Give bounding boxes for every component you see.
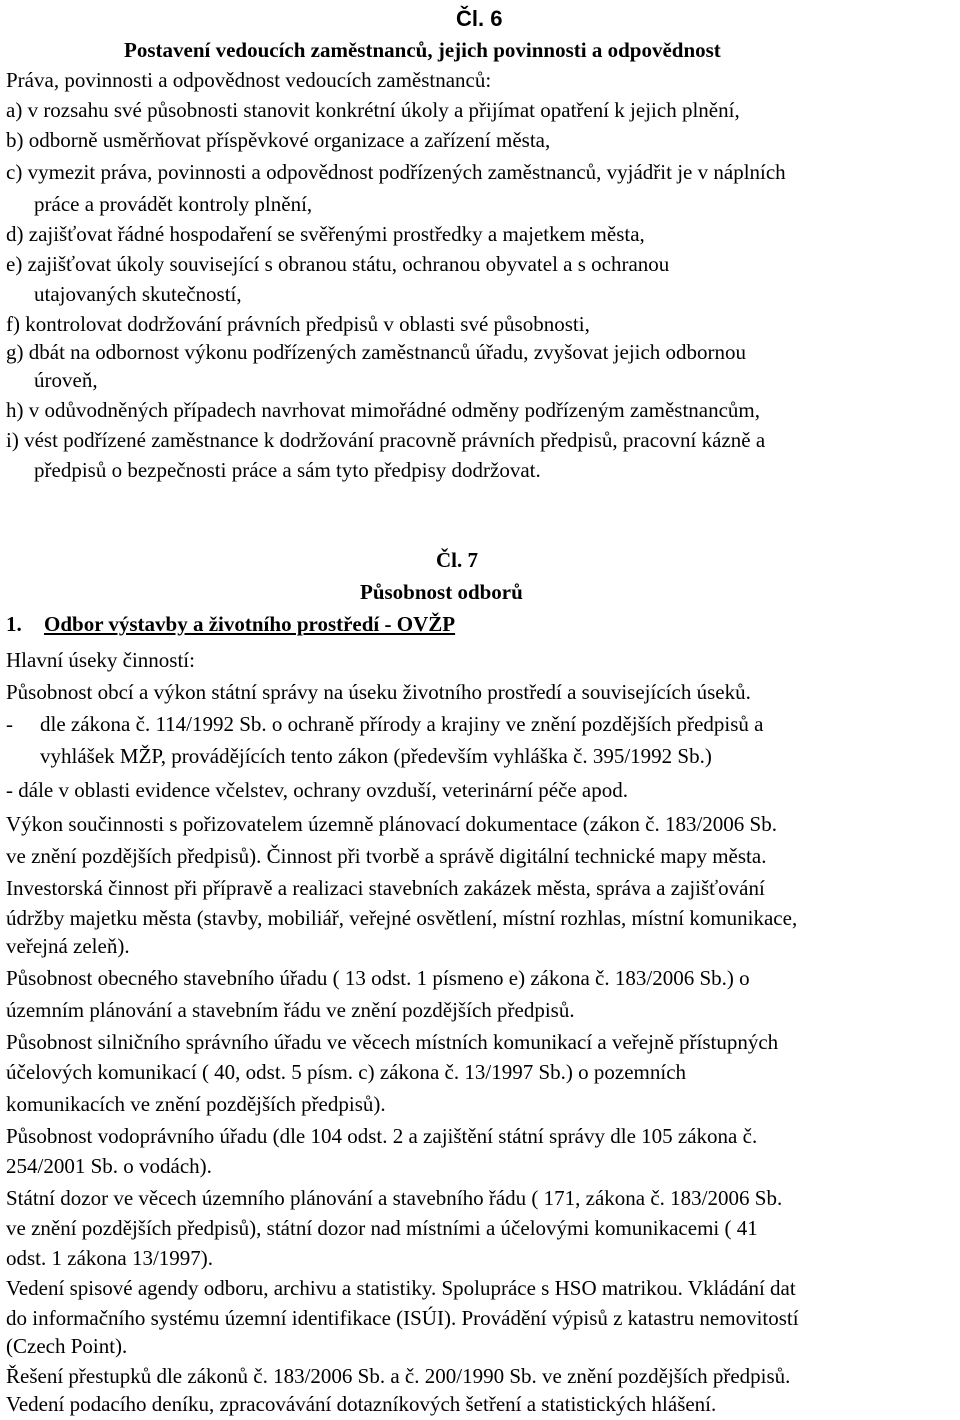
paragraph-line-18: ve znění pozdějších předpisů), státní dozor nad místními a účelovými komunikacemi ( 41	[6, 1216, 758, 1240]
paragraph-line-6: ve znění pozdějších předpisů). Činnost při tvorbě a správě digitální technické mapy města.	[6, 844, 767, 868]
paragraph-line-1: Působnost obcí a výkon státní správy na úseku životního prostředí a souvisejících úseků.	[6, 680, 751, 704]
paragraph-line-3: vyhlášek MŽP, provádějících tento zákon (především vyhláška č. 395/1992 Sb.)	[40, 744, 712, 768]
list-item-a: a) v rozsahu své působnosti stanovit konkrétní úkoly a přijímat opatření k jejich plnění,	[6, 98, 740, 122]
list-item-c: c) vymezit práva, povinnosti a odpovědnost podřízených zaměstnanců, vyjádřit je v náplních	[6, 160, 786, 184]
article-6-intro: Práva, povinnosti a odpovědnost vedoucích zaměstnanců:	[6, 68, 492, 92]
list-item-e-cont: utajovaných skutečností,	[34, 282, 242, 306]
paragraph-line-19: odst. 1 zákona 13/1997).	[6, 1246, 214, 1270]
paragraph-line-11: územním plánování a stavebním řádu ve znění pozdějších předpisů.	[6, 998, 575, 1022]
article-6-title: Postavení vedoucích zaměstnanců, jejich povinnosti a odpovědnost	[124, 38, 721, 62]
list-item-h: h) v odůvodněných případech navrhovat mimořádné odměny podřízeným zaměstnancům,	[6, 398, 761, 422]
paragraph-line-14: komunikacích ve znění pozdějších předpisů).	[6, 1092, 386, 1116]
paragraph-line-17: Státní dozor ve věcech územního plánování a stavebního řádu ( 171, zákona č. 183/2006 Sb.	[6, 1186, 783, 1210]
paragraph-line-7: Investorská činnost při přípravě a realizaci stavebních zakázek města, správa a zajišťování	[6, 876, 765, 900]
article-7-title: Působnost odborů	[360, 580, 523, 604]
paragraph-line-4: - dále v oblasti evidence včelstev, ochrany ovzduší, veterinární péče apod.	[6, 778, 628, 802]
list-item-g-cont: úroveň,	[34, 368, 98, 392]
section-title: Odbor výstavby a životního prostředí - OVŽP	[44, 612, 456, 636]
paragraph-line-5: Výkon součinnosti s pořizovatelem územně plánovací dokumentace (zákon č. 183/2006 Sb.	[6, 812, 777, 836]
paragraph-line-10: Působnost obecného stavebního úřadu ( 13 odst. 1 písmeno e) zákona č. 183/2006 Sb.) o	[6, 966, 750, 990]
list-item-b: b) odborně usměrňovat příspěvkové organizace a zařízení města,	[6, 128, 551, 152]
bullet-dash: -	[6, 712, 13, 736]
paragraph-line-15: Působnost vodoprávního úřadu (dle 104 odst. 2 a zajištění státní správy dle 105 zákona č.	[6, 1124, 758, 1148]
section-number: 1.	[6, 612, 22, 636]
section-subhead: Hlavní úseky činností:	[6, 648, 195, 672]
paragraph-line-8: údržby majetku města (stavby, mobiliář, veřejné osvětlení, místní rozhlas, místní komunikace,	[6, 906, 798, 930]
paragraph-line-23: Řešení přestupků dle zákonů č. 183/2006 Sb. a č. 200/1990 Sb. ve znění pozdějších předpisů.	[6, 1364, 791, 1388]
list-item-c-cont: práce a provádět kontroly plnění,	[34, 192, 313, 216]
paragraph-line-20: Vedení spisové agendy odboru, archivu a statistiky. Spolupráce s HSO matrikou. Vkládání dat	[6, 1276, 796, 1300]
list-item-f: f) kontrolovat dodržování právních předpisů v oblasti své působnosti,	[6, 312, 590, 336]
list-item-g: g) dbát na odbornost výkonu podřízených zaměstnanců úřadu, zvyšovat jejich odbornou	[6, 340, 747, 364]
list-item-i-cont: předpisů o bezpečnosti práce a sám tyto předpisy dodržovat.	[34, 458, 541, 482]
list-item-d: d) zajišťovat řádné hospodaření se svěřenými prostředky a majetkem města,	[6, 222, 645, 246]
paragraph-line-16: 254/2001 Sb. o vodách).	[6, 1154, 212, 1178]
paragraph-line-21: do informačního systému územní identifikace (ISÚI). Provádění výpisů z katastru nemovitostí	[6, 1306, 799, 1330]
paragraph-line-12: Působnost silničního správního úřadu ve věcech místních komunikací a veřejně přístupných	[6, 1030, 779, 1054]
paragraph-line-2: dle zákona č. 114/1992 Sb. o ochraně přírody a krajiny ve znění pozdějších předpisů a	[40, 712, 764, 736]
article-7-heading: Čl. 7	[436, 548, 478, 572]
article-6-heading: Čl. 6	[456, 6, 503, 31]
list-item-i: i) vést podřízené zaměstnance k dodržování pracovně právních předpisů, pracovní kázně a	[6, 428, 766, 452]
paragraph-line-13: účelových komunikací ( 40, odst. 5 písm. c) zákona č. 13/1997 Sb.) o pozemních	[6, 1060, 687, 1084]
list-item-e: e) zajišťovat úkoly související s obranou státu, ochranou obyvatel a s ochranou	[6, 252, 670, 276]
paragraph-line-22: (Czech Point).	[6, 1334, 128, 1358]
paragraph-line-24: Vedení podacího deníku, zpracovávání dotazníkových šetření a statistických hlášení.	[6, 1392, 717, 1416]
paragraph-line-9: veřejná zeleň).	[6, 934, 130, 958]
